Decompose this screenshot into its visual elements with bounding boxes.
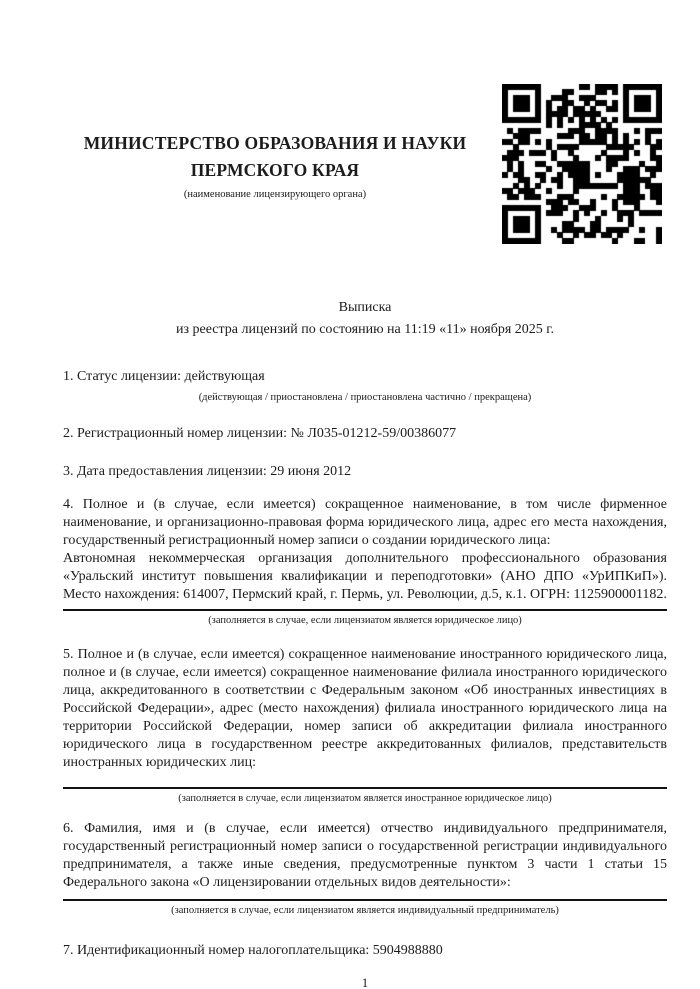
extract-title: Выписка (338, 300, 392, 315)
item-3-grant-date: 3. Дата предоставления лицензии: 29 июня 2012 (63, 464, 352, 479)
item-5-caption: (заполняется в случае, если лицензиатом является иностранное юридическое лицо) (178, 793, 552, 804)
item-4-caption: (заполняется в случае, если лицензиатом является юридическое лицо) (208, 615, 522, 626)
licensing-authority-caption: (наименование лицензирующего органа) (183, 189, 367, 200)
item-7-taxpayer-number: 7. Идентификационный номер налогоплательщика: 5904988880 (63, 943, 443, 958)
blank-field-line-entrepreneur (63, 899, 667, 901)
item-6-caption: (заполняется в случае, если лицензиатом является индивидуальный предприниматель) (171, 905, 559, 916)
item-5-label: 5. Полное и (в случае, если имеется) сокращенное наименование иностранного юридического лица, полное и (в случае, если имеется) сокращенное наименование филиала иностранного юридического лица, аккредитованного в соответствии с Федеральным законом «Об иностранных инвестициях в Российской Федерации», адрес (место нахождения) филиала иностранного юридического лица на территории Российской Федерации, номер записи об аккредитации филиала иностранного юридического лица в государственном реестре аккредитованных филиалов, представительств иностранных юридических лиц: (63, 647, 667, 770)
blank-field-line-legal-entity (63, 609, 667, 611)
item-6-label: 6. Фамилия, имя и (в случае, если имеется) отчество индивидуального предпринимателя, государственный регистрационный номер записи о государственной регистрации индивидуального предпринимателя, а также иные сведения, предусмотренные пунктом 3 части 1 статьи 15 Федерального закона «О лицензировании отдельных видов деятельности»: (63, 821, 667, 890)
ministry-name-line2: ПЕРМСКОГО КРАЯ (190, 160, 360, 180)
licensing-authority-block (63, 130, 487, 201)
item-1-license-status: 1. Статус лицензии: действующая (63, 369, 265, 384)
qr-code-icon (502, 84, 662, 244)
ministry-name-line1: МИНИСТЕРСТВО ОБРАЗОВАНИЯ И НАУКИ (83, 133, 467, 153)
extract-title-block (63, 297, 667, 341)
item-4-value: Автономная некоммерческая организация дополнительного профессионального образования «Уральский институт повышения квалификации и переподготовки» (АНО ДПО «УрИПКиП»). Место нахождения: 614007, Пермский край, г. Пермь, ул. Революции, д.5, к.1. ОГРН: 1125900001182. (63, 551, 667, 602)
blank-field-line-foreign-entity (63, 787, 667, 789)
page-number: 1 (361, 975, 369, 989)
extract-subtitle: из реестра лицензий по состоянию на 11:19 «11» ноября 2025 г. (176, 322, 554, 337)
item-1-caption: (действующая / приостановлена / приостановлена частично / прекращена) (198, 392, 532, 403)
item-2-registration-number: 2. Регистрационный номер лицензии: № Л035-01212-59/00386077 (63, 426, 457, 441)
item-4-label: 4. Полное и (в случае, если имеется) сокращенное наименование, в том числе фирменное наименование, и организационно-правовая форма юридического лица, адрес его места нахождения, государственный регистрационный номер записи о создании юридического лица: (63, 497, 667, 548)
